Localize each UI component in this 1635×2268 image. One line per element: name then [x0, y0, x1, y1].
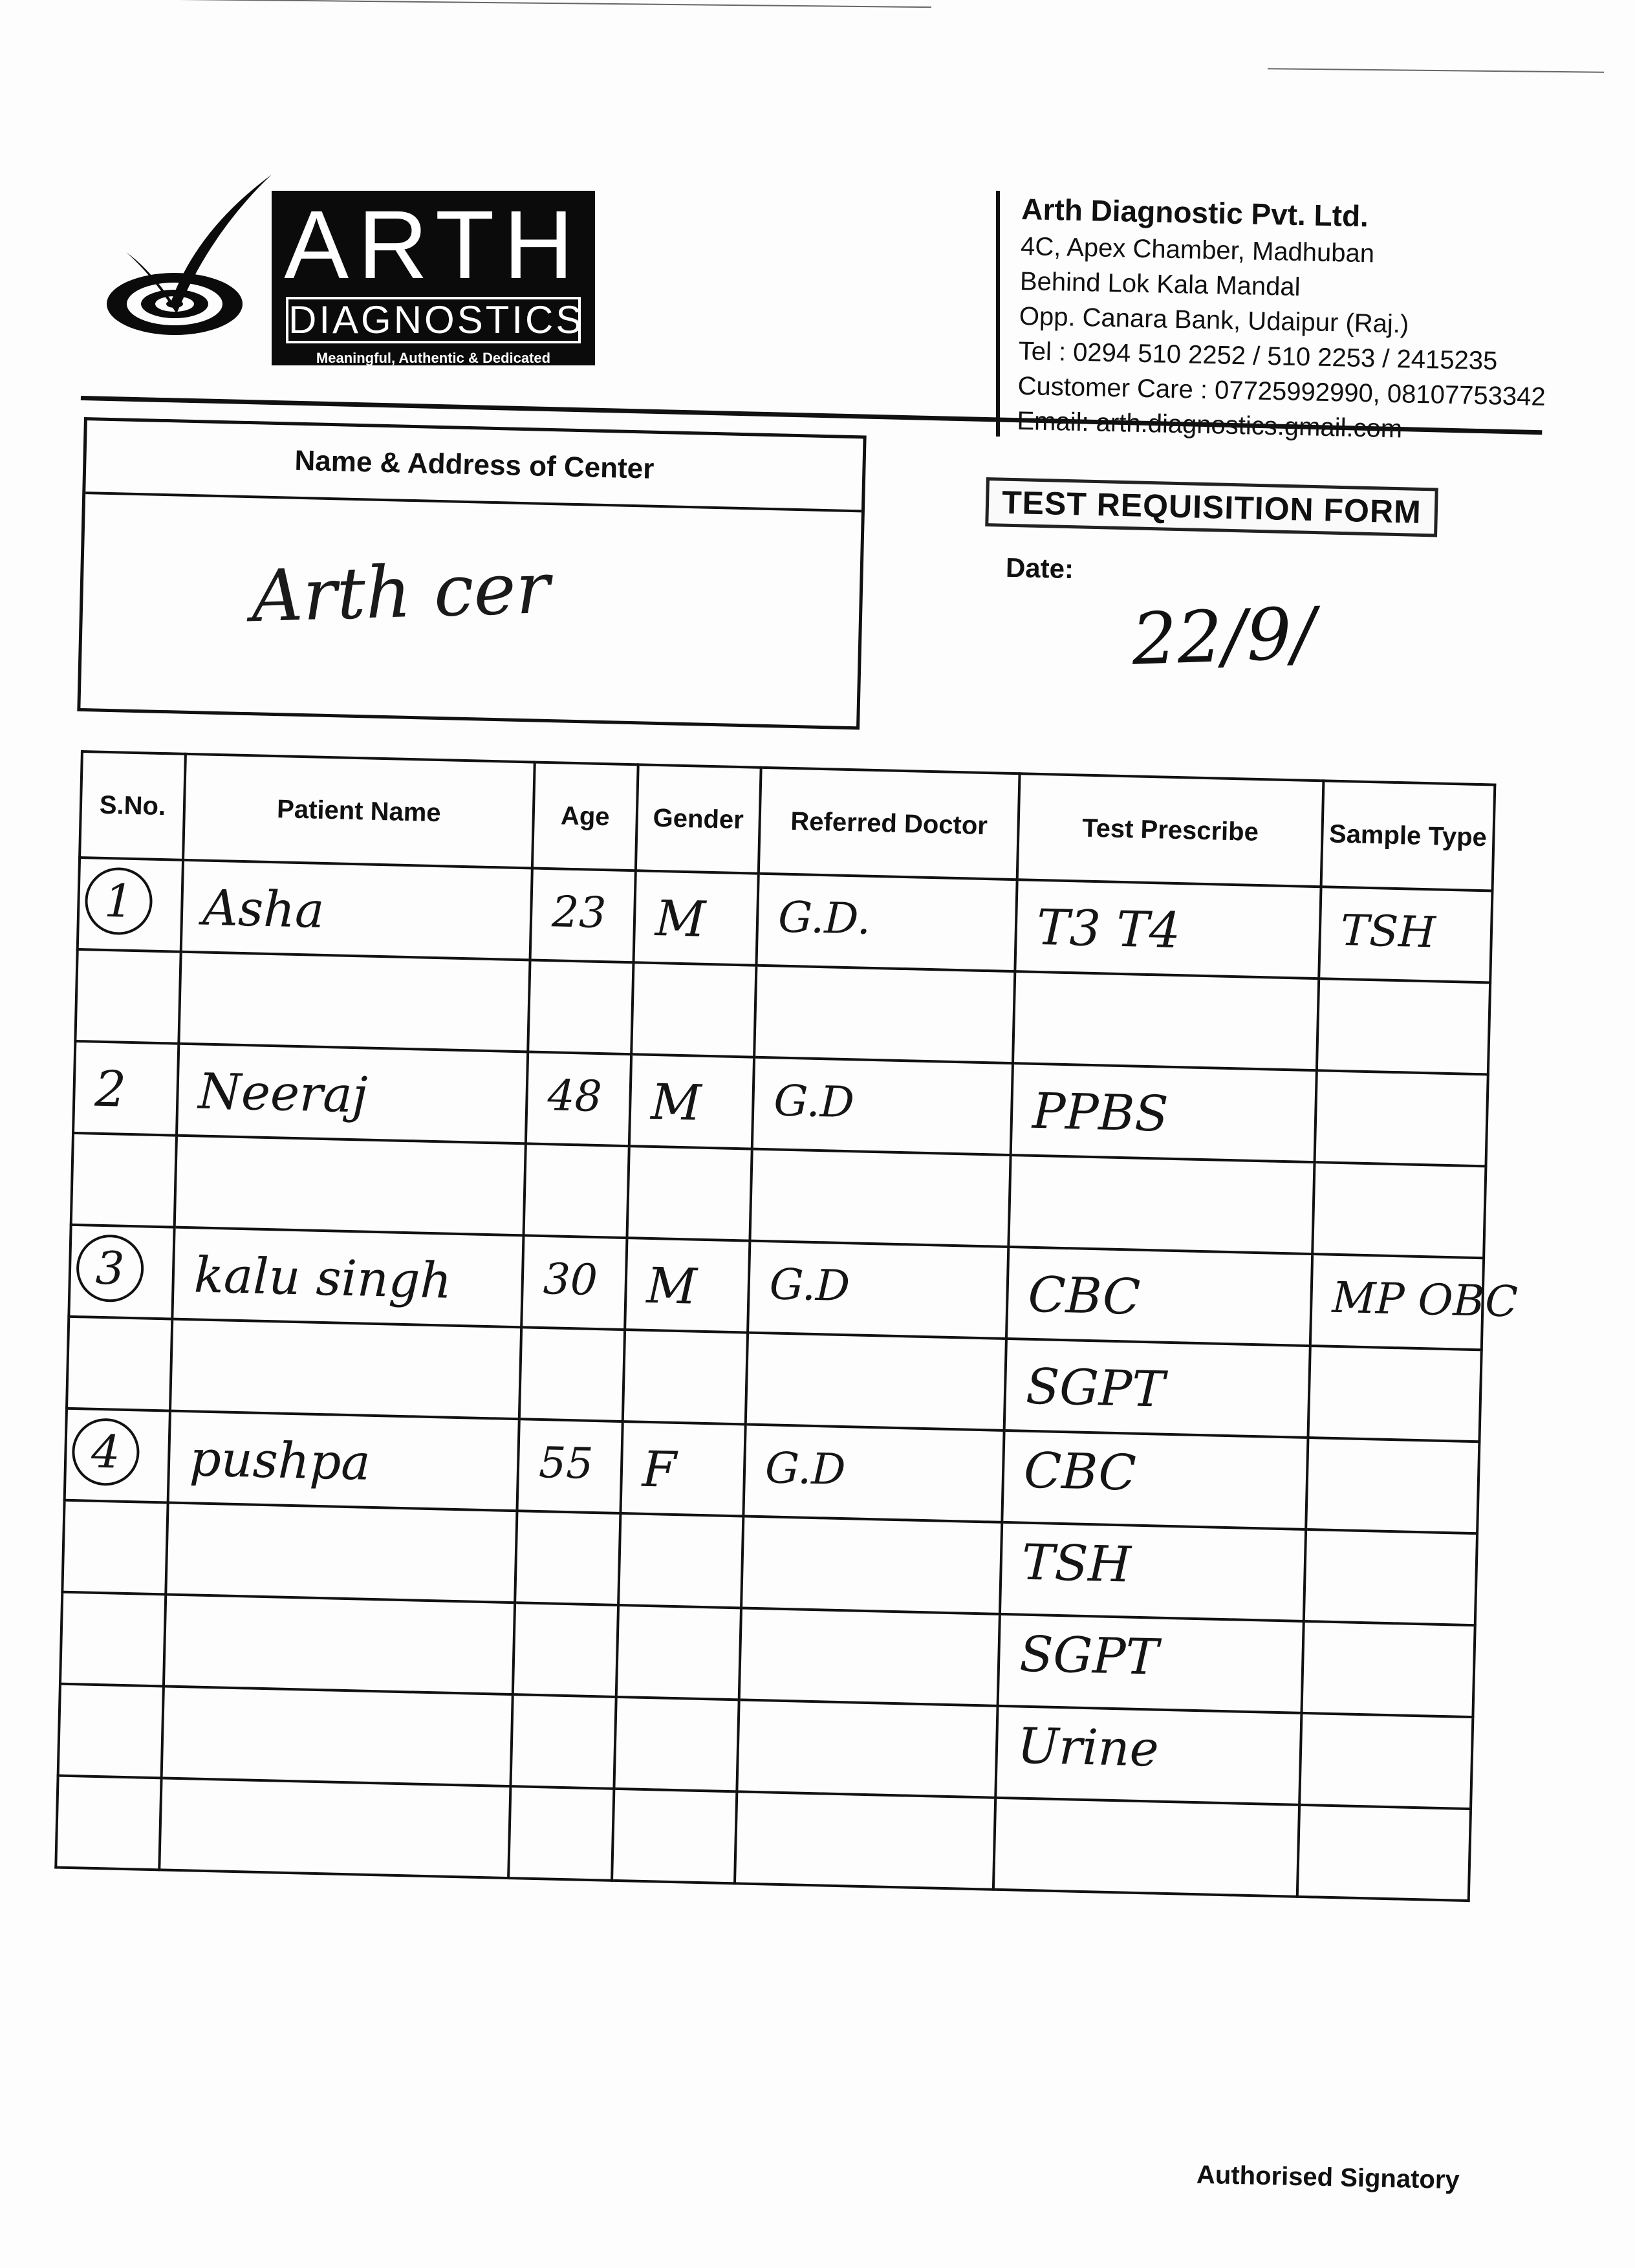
sno-cell	[65, 1409, 170, 1503]
referred-doctor: G.D.	[777, 892, 871, 944]
blank-cell	[513, 1603, 618, 1697]
blank-cell	[62, 1500, 168, 1595]
company-email: Email: arth.diagnostics.gmail.com	[1017, 406, 1403, 444]
date-label: Date:	[1005, 552, 1074, 585]
blank-cell	[750, 1149, 1010, 1247]
tests-cell	[1000, 1522, 1306, 1621]
logo-wordmark	[272, 191, 595, 365]
sample-cell	[1310, 1254, 1519, 1350]
patient-name-cell	[172, 1227, 523, 1328]
date-value: 22/9/	[1130, 592, 1317, 681]
blank-cell	[515, 1511, 620, 1605]
blank-cell	[175, 1136, 526, 1236]
blank-cell	[1008, 1155, 1314, 1254]
blank-cell	[170, 1319, 521, 1420]
test-item: SGPT	[1025, 1357, 1165, 1418]
company-divider	[996, 191, 1000, 437]
header-age: Age	[532, 762, 638, 871]
blank-cell	[159, 1778, 510, 1878]
blank-cell	[67, 1317, 172, 1411]
blank-cell	[58, 1684, 164, 1778]
blank-cell	[162, 1686, 513, 1786]
blank-cell	[627, 1146, 752, 1240]
sno-cell	[78, 858, 183, 952]
header-sample-type: Sample Type	[1321, 781, 1495, 891]
tests-cell	[1004, 1339, 1310, 1438]
blank-cell	[1312, 1162, 1486, 1258]
doctor-cell	[752, 1057, 1013, 1155]
blank-cell	[623, 1330, 748, 1424]
logo-sub: DIAGNOSTICS	[286, 297, 581, 343]
blank-cell	[1301, 1621, 1475, 1717]
company-address-line: Behind Lok Kala Mandal	[1019, 266, 1301, 302]
sample-type: MP OBC	[1331, 1272, 1519, 1327]
sample-cell	[1306, 1438, 1479, 1533]
referred-doctor: G.D	[764, 1443, 847, 1495]
company-logo	[100, 171, 605, 372]
blank-cell	[614, 1697, 739, 1791]
blank-cell	[616, 1605, 741, 1700]
gender-cell	[629, 1054, 754, 1149]
blank-cell	[1299, 1713, 1473, 1809]
test-item: TSH	[1021, 1533, 1132, 1593]
patient-age: 48	[547, 1070, 603, 1122]
referred-doctor: G.D	[773, 1075, 855, 1128]
age-cell	[517, 1419, 622, 1513]
company-address-block	[1017, 189, 1604, 451]
company-name: Arth Diagnostic Pvt. Ltd.	[1021, 191, 1369, 233]
blank-cell	[739, 1608, 1000, 1705]
patient-age: 30	[543, 1254, 598, 1306]
header-sno: S.No.	[80, 751, 186, 860]
blank-cell	[510, 1694, 616, 1789]
logo-word: ARTH	[284, 190, 583, 299]
sno-cell	[69, 1225, 174, 1319]
blank-cell	[75, 949, 180, 1044]
doctor-cell	[756, 874, 1017, 971]
patient-gender: M	[645, 1256, 698, 1315]
company-address-line: Opp. Canara Bank, Udaipur (Raj.)	[1019, 301, 1409, 339]
blank-cell	[166, 1502, 517, 1603]
test-item: SGPT	[1019, 1625, 1160, 1686]
logo-tagline: Meaningful, Authentic & Dedicated	[316, 350, 551, 366]
tests-cell	[998, 1614, 1304, 1713]
patient-gender: F	[642, 1440, 677, 1498]
blank-cell	[1304, 1529, 1477, 1625]
gender-cell	[625, 1238, 750, 1332]
sample-type	[1317, 1072, 1487, 1092]
header-test-prescribe: Test Prescribe	[1017, 773, 1324, 887]
blank-cell	[737, 1700, 997, 1797]
center-handwritten-name: Arth cer	[250, 546, 551, 638]
doctor-cell	[748, 1241, 1008, 1339]
blank-cell	[164, 1594, 515, 1694]
header-gender: Gender	[636, 764, 761, 873]
patient-name: Asha	[202, 878, 325, 939]
referred-doctor: G.D	[768, 1259, 850, 1312]
patient-name: Neeraj	[197, 1062, 369, 1124]
patient-gender: M	[650, 1072, 702, 1132]
sample-type	[1309, 1439, 1478, 1460]
header-referred-doctor: Referred Doctor	[759, 768, 1020, 880]
blank-cell	[741, 1516, 1002, 1614]
gender-cell	[620, 1421, 745, 1516]
requisition-table	[54, 750, 1519, 1902]
blank-cell	[754, 966, 1015, 1063]
blank-cell	[60, 1592, 166, 1687]
patient-gender: M	[655, 889, 706, 948]
sno-cell	[73, 1041, 179, 1136]
blank-cell	[179, 952, 530, 1052]
blank-cell	[746, 1333, 1006, 1431]
patient-name: kalu singh	[193, 1246, 453, 1310]
scan-line	[168, 0, 931, 8]
form-title: TEST REQUISITION FORM	[985, 477, 1438, 537]
blank-cell	[993, 1798, 1299, 1897]
test-item: T3 T4	[1035, 898, 1182, 960]
tests-cell	[1006, 1247, 1312, 1346]
test-item: CBC	[1027, 1265, 1142, 1326]
tests-cell	[995, 1706, 1301, 1805]
authorised-signatory-label: Authorised Signatory	[1196, 2160, 1460, 2195]
center-box	[77, 417, 866, 729]
scan-line	[1268, 68, 1604, 72]
blank-cell	[71, 1133, 177, 1227]
age-cell	[521, 1235, 627, 1330]
blank-cell	[1317, 978, 1490, 1074]
sample-type: TSH	[1340, 905, 1436, 958]
blank-cell	[612, 1789, 737, 1883]
blank-cell	[508, 1786, 614, 1881]
patient-name-cell	[181, 860, 532, 960]
blank-cell	[618, 1513, 743, 1608]
tests-cell	[1015, 880, 1321, 978]
sno-value: 4	[71, 1418, 140, 1486]
sample-cell	[1319, 887, 1492, 982]
patient-age: 23	[551, 887, 607, 938]
center-heading: Name & Address of Center	[85, 420, 863, 512]
blank-cell	[735, 1791, 995, 1889]
company-customer-care: Customer Care : 07725992990, 08107753342	[1017, 371, 1546, 412]
patient-name-cell	[177, 1044, 528, 1144]
doctor-cell	[743, 1425, 1004, 1522]
blank-cell	[1297, 1805, 1471, 1901]
gender-cell	[634, 870, 759, 965]
test-item: CBC	[1023, 1441, 1137, 1502]
requisition-table-wrapper	[50, 750, 1519, 2070]
patient-age: 55	[538, 1438, 594, 1489]
test-item: Urine	[1017, 1716, 1160, 1778]
header-patient-name: Patient Name	[183, 754, 535, 869]
blank-cell	[1013, 971, 1319, 1070]
company-phone: Tel : 0294 510 2252 / 510 2253 / 2415235	[1018, 336, 1498, 376]
blank-cell	[1308, 1346, 1481, 1442]
tests-cell	[1011, 1063, 1317, 1162]
sno-value: 1	[84, 867, 153, 935]
test-item: PPBS	[1032, 1081, 1169, 1143]
blank-cell	[631, 962, 756, 1057]
blank-cell	[528, 960, 633, 1054]
blank-cell	[524, 1143, 629, 1238]
age-cell	[530, 868, 636, 962]
sno-value: 3	[76, 1234, 144, 1302]
blank-cell	[519, 1327, 625, 1421]
blank-cell	[56, 1776, 161, 1870]
company-address-line: 4C, Apex Chamber, Madhuban	[1020, 232, 1375, 268]
tests-cell	[1002, 1431, 1308, 1529]
patient-name: pushpa	[189, 1429, 371, 1491]
target-check-icon	[100, 171, 275, 365]
age-cell	[526, 1052, 631, 1146]
sample-cell	[1315, 1070, 1488, 1166]
sno-value: 2	[94, 1059, 127, 1118]
patient-name-cell	[168, 1411, 519, 1511]
